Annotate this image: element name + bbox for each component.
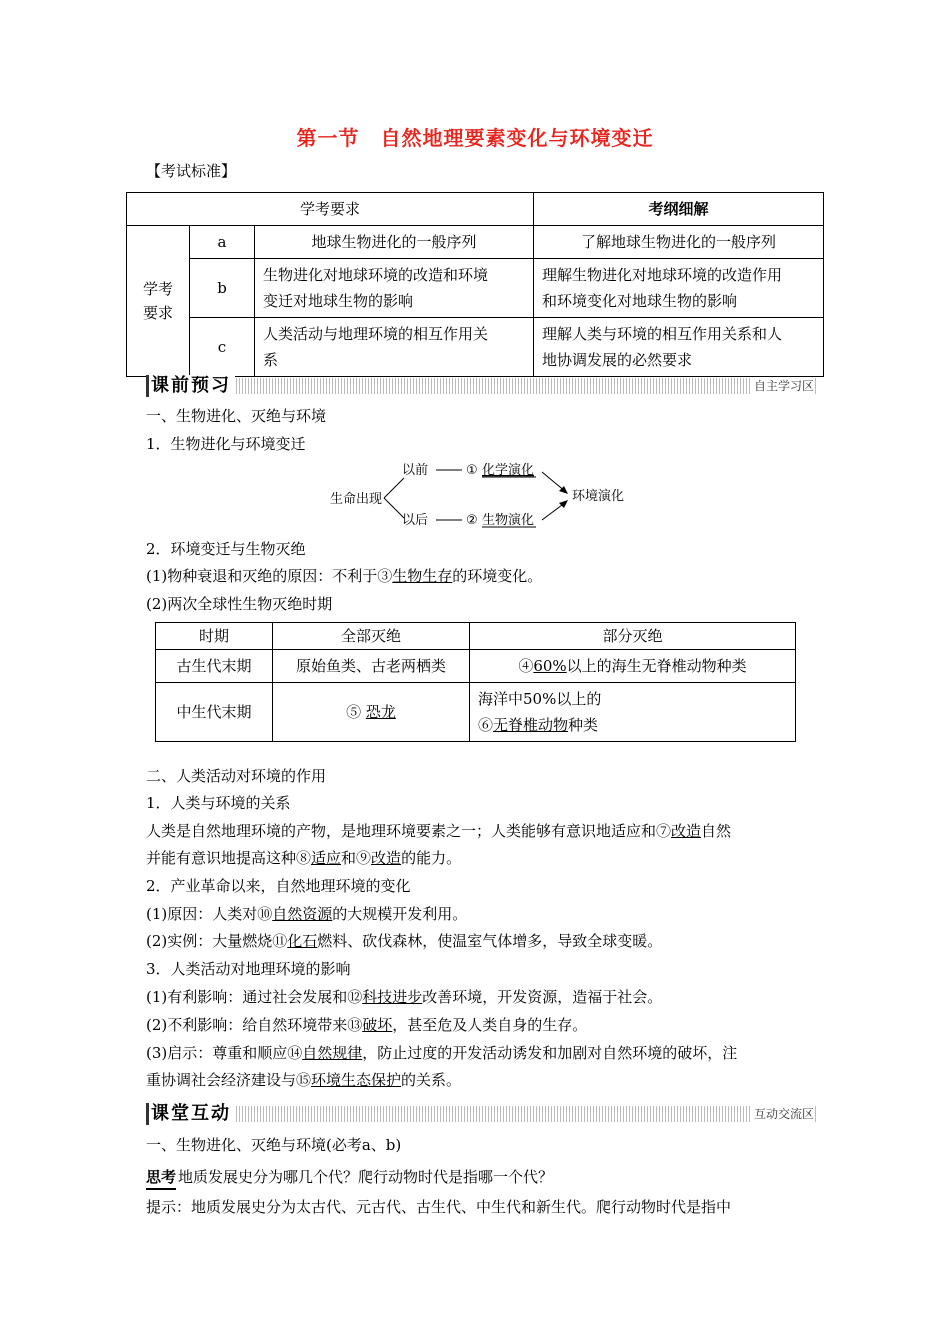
after-label: 以后 bbox=[402, 513, 429, 528]
branch-line bbox=[384, 498, 404, 518]
extinction-table bbox=[155, 622, 796, 742]
chem-label: 化学演化 bbox=[482, 463, 535, 478]
paragraph bbox=[146, 903, 467, 925]
paragraph bbox=[146, 1069, 461, 1091]
zone-label: 互动交流区 bbox=[750, 1106, 814, 1122]
text: (2)不利影响：给自然环境带来⑬ bbox=[146, 1016, 363, 1034]
text: (1)有利影响：通过社会发展和⑫ bbox=[146, 988, 363, 1006]
header-cell: 考纲细解 bbox=[534, 193, 824, 226]
text: ，防止过度的开发活动诱发和加剧对自然环境的破坏，注 bbox=[362, 1044, 738, 1062]
level-cell: a bbox=[190, 226, 255, 259]
section-heading: 二、人类活动对环境的作用 bbox=[146, 767, 327, 785]
section-heading: 一、生物进化、灭绝与环境(必考a、b) bbox=[146, 1136, 402, 1154]
period-cell: 古生代末期 bbox=[156, 650, 273, 683]
fill-blank: 60% bbox=[533, 657, 567, 675]
preview-section-bar bbox=[146, 375, 816, 397]
header-cell: 部分灭绝 bbox=[470, 623, 796, 650]
text: ，甚至危及人类自身的生存。 bbox=[392, 1016, 588, 1034]
text: 的环境变化。 bbox=[452, 567, 543, 585]
text: 种类 bbox=[568, 716, 599, 734]
paragraph bbox=[146, 986, 662, 1008]
text: 人类是自然地理环境的产物，是地理环境要素之一；人类能够有意识地适应和⑦ bbox=[146, 822, 672, 840]
fill-blank: 自然规律 bbox=[302, 1044, 363, 1062]
dotted-rule bbox=[236, 1106, 816, 1122]
all-cell bbox=[273, 683, 470, 742]
fill-blank: 改造 bbox=[671, 822, 702, 840]
think-label: 思考 bbox=[146, 1166, 176, 1190]
group-label: 要求 bbox=[142, 304, 173, 322]
hint-paragraph: 提示：地质发展史分为太古代、元古代、古生代、中生代和新生代。爬行动物时代是指中 bbox=[146, 1198, 732, 1216]
text: 和⑨ bbox=[341, 849, 372, 867]
section-label: 课前预习 bbox=[146, 375, 235, 397]
detail-cell: 了解地球生物进化的一般序列 bbox=[534, 226, 824, 259]
exam-standard-label: 【考试标准】 bbox=[146, 162, 237, 180]
paragraph bbox=[146, 1042, 737, 1064]
subsection-heading: 3．人类活动对地理环境的影响 bbox=[146, 960, 351, 978]
origin-label: 生命出现 bbox=[330, 492, 383, 507]
cell-text: 和环境变化对地球生物的影响 bbox=[542, 292, 738, 310]
evolution-diagram bbox=[320, 458, 640, 536]
table-row bbox=[127, 193, 824, 226]
paragraph: (2)两次全球性生物灭绝时期 bbox=[146, 595, 333, 613]
interact-section-bar bbox=[146, 1103, 816, 1125]
bio-label: 生物演化 bbox=[482, 513, 535, 528]
cell-text: 地协调发展的必然要求 bbox=[542, 351, 693, 369]
fill-blank: 恐龙 bbox=[365, 703, 396, 721]
cell-text: 理解人类与环境的相互作用关系和人 bbox=[542, 325, 783, 343]
section-heading: 一、生物进化、灭绝与环境 bbox=[146, 407, 327, 425]
page-title: 第一节 自然地理要素变化与环境变迁 bbox=[296, 126, 654, 150]
text: ⑥ bbox=[478, 716, 494, 734]
text: 重协调社会经济建设与⑮ bbox=[146, 1071, 312, 1089]
subsection-heading: 2．环境变迁与生物灭绝 bbox=[146, 540, 306, 558]
text: (2)实例：大量燃烧⑪ bbox=[146, 932, 288, 950]
zone-label: 自主学习区 bbox=[750, 378, 814, 394]
text: (1)物种衰退和灭绝的原因：不利于③ bbox=[146, 567, 393, 585]
paragraph bbox=[146, 930, 662, 952]
header-cell: 时期 bbox=[156, 623, 273, 650]
level-cell: b bbox=[190, 259, 255, 318]
subsection-heading: 2．产业革命以来，自然地理环境的变化 bbox=[146, 877, 411, 895]
level-cell: c bbox=[190, 318, 255, 377]
think-question bbox=[146, 1166, 553, 1190]
text: 并能有意识地提高这种⑧ bbox=[146, 849, 312, 867]
text: 海洋中50%以上的 bbox=[478, 690, 602, 708]
paragraph bbox=[146, 820, 731, 842]
cell-text: 系 bbox=[263, 351, 279, 369]
header-cell: 学考要求 bbox=[127, 193, 534, 226]
fill-blank: 生物生存 bbox=[392, 567, 453, 585]
paragraph bbox=[146, 565, 542, 587]
table-row bbox=[127, 318, 824, 377]
bio-num: ② bbox=[466, 513, 478, 528]
table-row bbox=[156, 683, 796, 742]
text: ④ bbox=[518, 657, 534, 675]
cell-text: 理解生物进化对地球环境的改造作用 bbox=[542, 266, 783, 284]
branch-line bbox=[384, 478, 404, 498]
paragraph bbox=[146, 847, 461, 869]
fill-blank: 化石 bbox=[287, 932, 318, 950]
content-cell bbox=[255, 318, 534, 377]
period-cell: 中生代末期 bbox=[156, 683, 273, 742]
fill-blank: 适应 bbox=[311, 849, 342, 867]
text: 改善环境，开发资源，造福于社会。 bbox=[422, 988, 663, 1006]
group-label: 学考 bbox=[142, 280, 173, 298]
cell-text: 变迁对地球生物的影响 bbox=[263, 292, 414, 310]
text: 以上的海生无脊椎动物种类 bbox=[566, 657, 747, 675]
header-cell: 全部灭绝 bbox=[273, 623, 470, 650]
text: 自然 bbox=[701, 822, 732, 840]
text: (1)原因：人类对⑩ bbox=[146, 905, 273, 923]
all-cell: 原始鱼类、古老两栖类 bbox=[273, 650, 470, 683]
table-row bbox=[127, 259, 824, 318]
text: 的能力。 bbox=[401, 849, 462, 867]
cell-text: 生物进化对地球环境的改造和环境 bbox=[263, 266, 489, 284]
group-cell bbox=[127, 226, 190, 377]
subsection-heading: 1．人类与环境的关系 bbox=[146, 794, 291, 812]
fill-blank: 自然资源 bbox=[272, 905, 333, 923]
part-cell bbox=[470, 683, 796, 742]
text: 的大规模开发利用。 bbox=[332, 905, 468, 923]
fill-blank: 科技进步 bbox=[362, 988, 423, 1006]
table-row bbox=[127, 226, 824, 259]
chem-num: ① bbox=[466, 463, 478, 478]
result-label: 环境演化 bbox=[572, 489, 625, 504]
before-label: 以前 bbox=[402, 463, 429, 478]
table-row bbox=[156, 623, 796, 650]
text: 的关系。 bbox=[401, 1071, 462, 1089]
text: ⑤ bbox=[346, 703, 362, 721]
subsection-heading: 1．生物进化与环境变迁 bbox=[146, 435, 306, 453]
section-label: 课堂互动 bbox=[146, 1103, 235, 1125]
detail-cell bbox=[534, 259, 824, 318]
part-cell bbox=[470, 650, 796, 683]
paragraph bbox=[146, 1014, 587, 1036]
standards-table bbox=[126, 192, 824, 377]
text: 地质发展史分为哪几个代？爬行动物时代是指哪一个代？ bbox=[178, 1168, 554, 1186]
text: 燃料、砍伐森林，使温室气体增多，导致全球变暖。 bbox=[317, 932, 663, 950]
content-cell bbox=[255, 259, 534, 318]
table-row bbox=[156, 650, 796, 683]
content-cell: 地球生物进化的一般序列 bbox=[255, 226, 534, 259]
fill-blank: 环境生态保护 bbox=[311, 1071, 402, 1089]
cell-text: 人类活动与地理环境的相互作用关 bbox=[263, 325, 489, 343]
fill-blank: 破坏 bbox=[362, 1016, 393, 1034]
detail-cell bbox=[534, 318, 824, 377]
fill-blank: 无脊椎动物 bbox=[493, 716, 569, 734]
fill-blank: 改造 bbox=[371, 849, 402, 867]
text: (3)启示：尊重和顺应⑭ bbox=[146, 1044, 303, 1062]
dotted-rule bbox=[236, 378, 816, 394]
